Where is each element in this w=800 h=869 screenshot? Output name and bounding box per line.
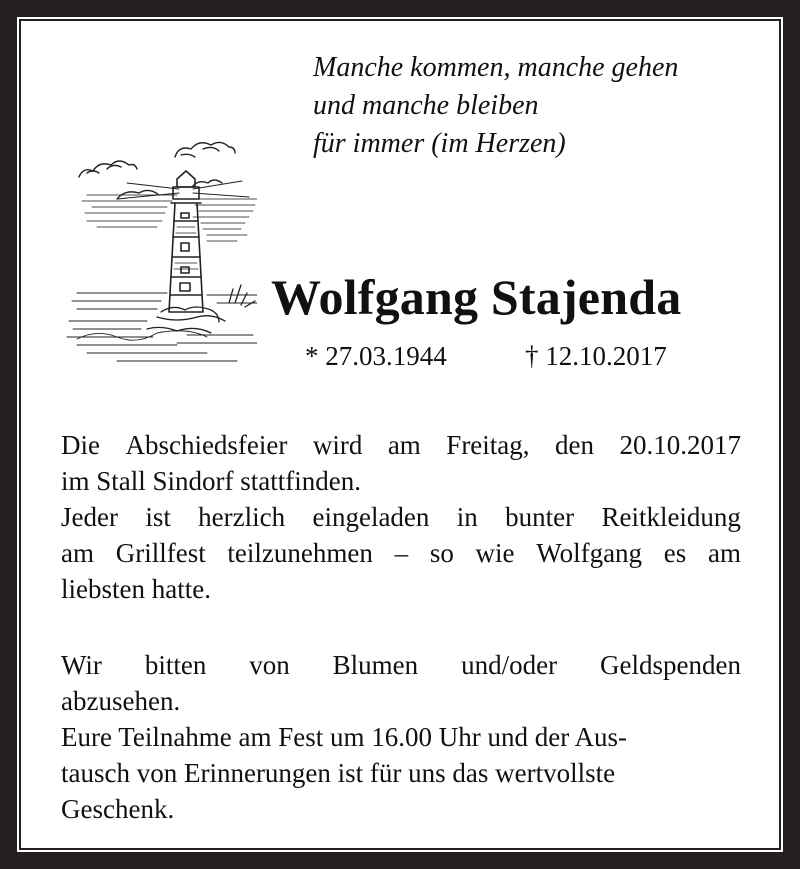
request-paragraph	[61, 647, 741, 827]
paragraph-line: tausch von Erinnerungen ist für uns das wertvollste	[61, 758, 616, 788]
paragraph-word: Geldspenden	[600, 650, 741, 680]
tower-icon	[169, 171, 203, 312]
paragraph-word: Blumen	[332, 650, 419, 680]
paragraph-word: am	[61, 538, 94, 568]
paragraph-word: bunter	[505, 502, 575, 532]
paragraph-word: so	[429, 538, 454, 568]
paragraph-line	[61, 647, 741, 683]
paragraph-word: Wir	[61, 650, 102, 680]
motto-line: und manche bleiben	[313, 90, 539, 121]
paragraph-word: in	[456, 502, 478, 532]
paragraph-word: Die	[61, 430, 100, 460]
paragraph-line: im Stall Sindorf stattfinden.	[61, 466, 361, 496]
motto-line: Manche kommen, manche gehen	[313, 52, 679, 83]
paragraph-word: von	[249, 650, 290, 680]
paragraph-line: abzusehen.	[61, 686, 181, 716]
paragraph-word: am	[708, 538, 741, 568]
obituary-card	[17, 17, 783, 852]
paragraph-word: teilzunehmen	[227, 538, 373, 568]
paragraph-word: und/oder	[461, 650, 558, 680]
paragraph-word: Grillfest	[115, 538, 206, 568]
ceremony-paragraph	[61, 427, 741, 607]
paragraph-line: Geschenk.	[61, 794, 175, 824]
paragraph-line	[61, 535, 741, 571]
paragraph-word: es	[663, 538, 687, 568]
motto-line: für immer (im Herzen)	[313, 128, 566, 159]
paragraph-word: Freitag,	[446, 430, 530, 460]
paragraph-line: Eure Teilnahme am Fest um 16.00 Uhr und der Aus-	[61, 722, 628, 752]
paragraph-word: wird	[312, 430, 363, 460]
paragraph-word: den	[555, 430, 594, 460]
birth-date: * 27.03.1944	[305, 341, 447, 371]
paragraph-line	[61, 427, 741, 463]
death-date: † 12.10.2017	[525, 341, 667, 371]
paragraph-word: Wolfgang	[536, 538, 643, 568]
paragraph-word: Reitkleidung	[601, 502, 741, 532]
paragraph-line	[61, 499, 741, 535]
paragraph-line: liebsten hatte.	[61, 574, 211, 604]
motto	[313, 49, 678, 163]
paragraph-word: Abschiedsfeier	[125, 430, 288, 460]
paragraph-word: herzlich	[198, 502, 286, 532]
paragraph-word: bitten	[144, 650, 207, 680]
deceased-name: Wolfgang Stajenda	[271, 269, 682, 325]
lighthouse-sketch-icon	[57, 117, 257, 367]
paragraph-word: 20.10.2017	[619, 430, 741, 460]
paragraph-word: Jeder	[61, 502, 118, 532]
paragraph-word: eingeladen	[312, 502, 430, 532]
paragraph-word: ist	[145, 502, 171, 532]
paragraph-word: am	[387, 430, 421, 460]
paragraph-word: wie	[475, 538, 515, 568]
clouds-icon	[79, 142, 235, 199]
paragraph-word: –	[394, 538, 409, 568]
rocks-icon	[147, 285, 255, 333]
